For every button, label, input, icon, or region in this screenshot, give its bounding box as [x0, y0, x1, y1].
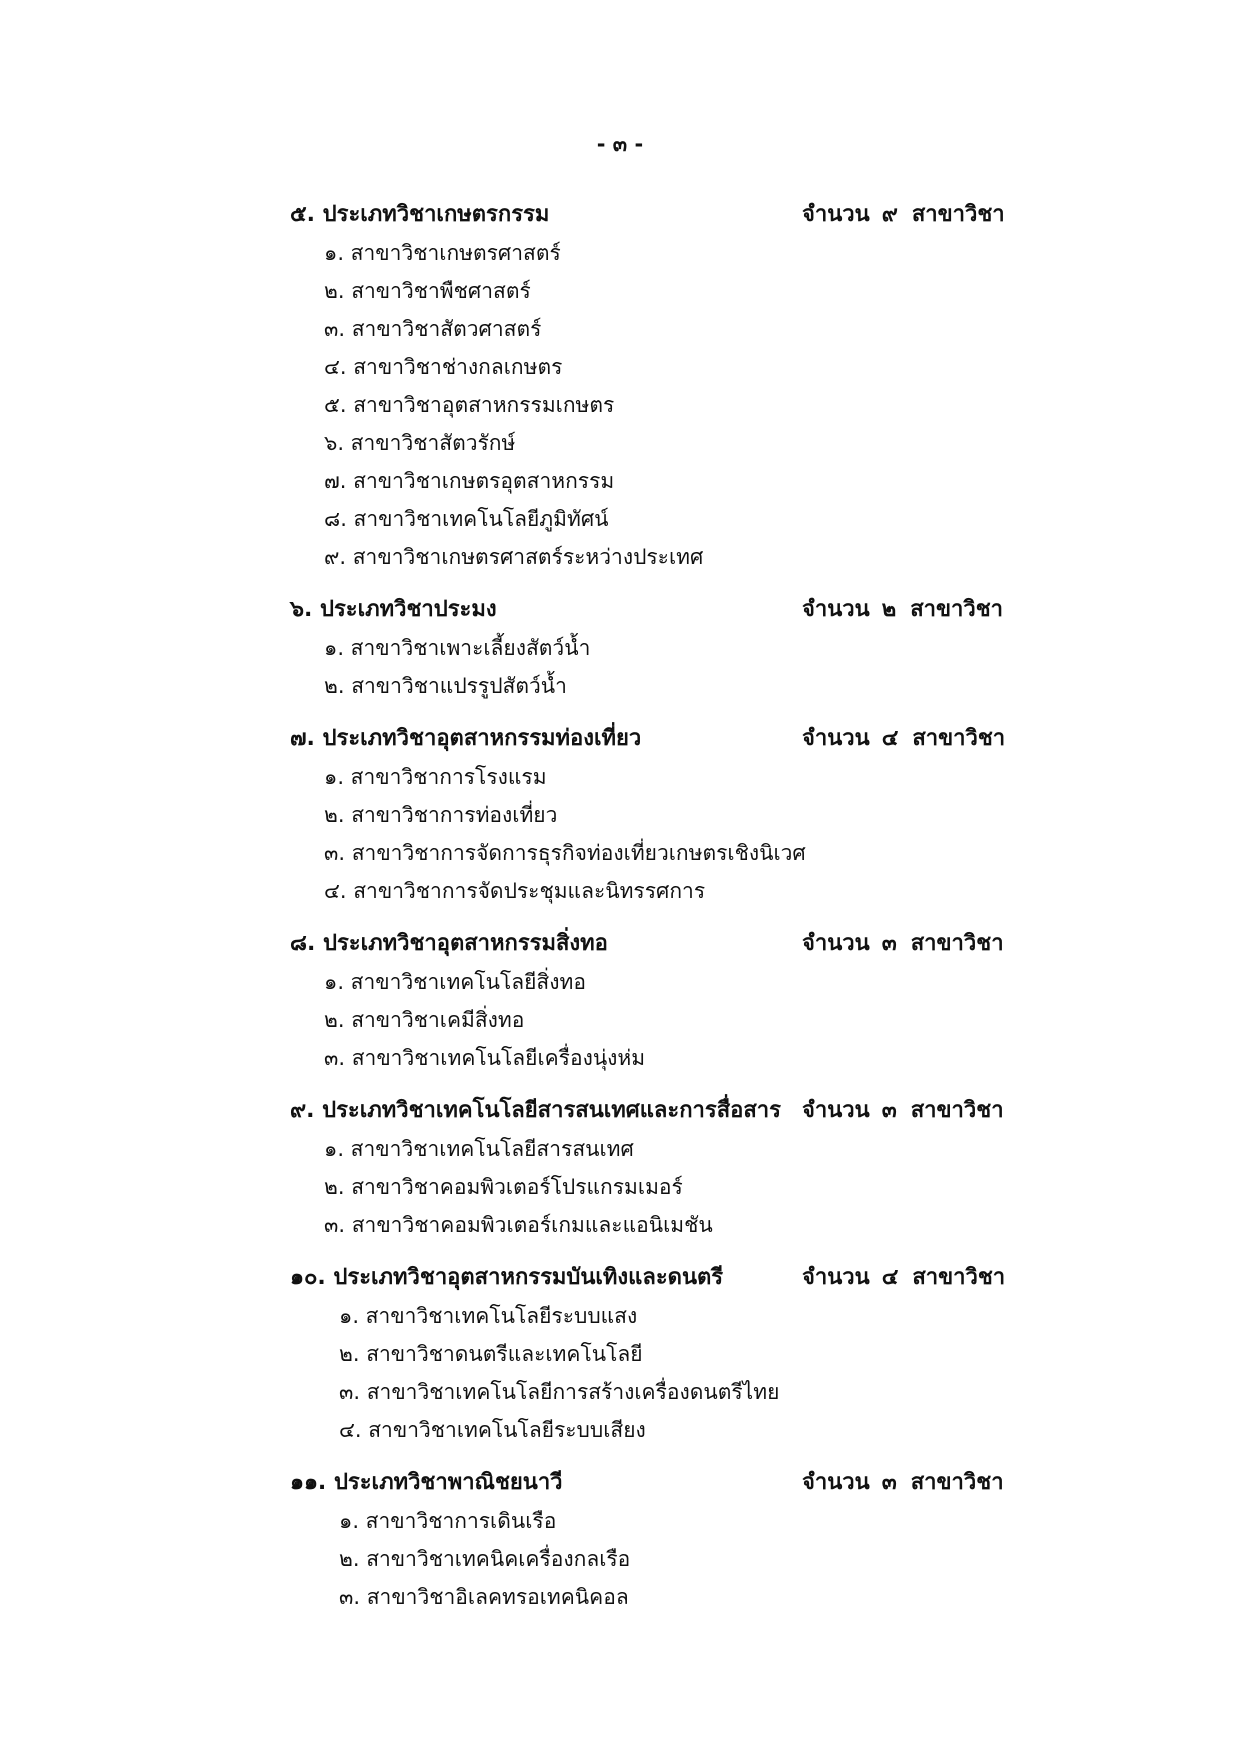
category-count: [802, 1259, 1005, 1297]
count-unit: สาขาวิชา: [910, 931, 1004, 956]
count-number: ๔: [881, 726, 899, 751]
subject-list-item: ๒. สาขาวิชาคอมพิวเตอร์โปรแกรมเมอร์: [324, 1175, 683, 1199]
count-number: ๔: [881, 1265, 899, 1290]
subject-list-item: ๓. สาขาวิชาอิเลคทรอเทคนิคอล: [339, 1585, 629, 1609]
subject-list-item: ๑. สาขาวิชาเพาะเลี้ยงสัตว์น้ำ: [324, 636, 591, 660]
subject-list-item: ๑. สาขาวิชาเกษตรศาสตร์: [324, 241, 561, 265]
category-section: [290, 1092, 1010, 1244]
category-title: ๘. ประเภทวิชาอุตสาหกรรมสิ่งทอ: [290, 931, 608, 956]
category-section: [290, 196, 1010, 576]
category-title: ๗. ประเภทวิชาอุตสาหกรรมท่องเที่ยว: [290, 726, 642, 751]
subject-list-item: ๒. สาขาวิชาพืชศาสตร์: [324, 279, 531, 303]
subject-list-item: ๓. สาขาวิชาเทคโนโลยีเครื่องนุ่งห่ม: [324, 1046, 646, 1070]
subject-list-item: ๓. สาขาวิชาสัตวศาสตร์: [324, 317, 542, 341]
subject-list-item: ๗. สาขาวิชาเกษตรอุตสาหกรรม: [324, 469, 615, 493]
subject-list-item: ๔. สาขาวิชาเทคโนโลยีระบบเสียง: [339, 1418, 646, 1442]
subject-list-item: ๑. สาขาวิชาการเดินเรือ: [339, 1509, 557, 1533]
subject-list-item: ๒. สาขาวิชาแปรรูปสัตว์น้ำ: [324, 674, 567, 698]
count-label: จำนวน: [802, 202, 870, 227]
subject-list-item: ๙. สาขาวิชาเกษตรศาสตร์ระหว่างประเทศ: [324, 545, 704, 569]
subject-list-item: ๖. สาขาวิชาสัตวรักษ์: [324, 431, 516, 455]
count-label: จำนวน: [802, 726, 870, 751]
subject-list-item: ๒. สาขาวิชาการท่องเที่ยว: [324, 803, 558, 827]
subject-list-item: ๓. สาขาวิชาเทคโนโลยีการสร้างเครื่องดนตรีไทย: [339, 1380, 780, 1404]
category-count: [802, 1464, 1004, 1502]
subject-list-item: ๕. สาขาวิชาอุตสาหกรรมเกษตร: [324, 393, 615, 417]
count-label: จำนวน: [802, 1470, 870, 1495]
count-unit: สาขาวิชา: [911, 202, 1005, 227]
subject-list-item: ๑. สาขาวิชาเทคโนโลยีสิ่งทอ: [324, 970, 586, 994]
count-unit: สาขาวิชา: [912, 1265, 1006, 1290]
count-label: จำนวน: [802, 931, 870, 956]
count-label: จำนวน: [802, 1265, 870, 1290]
count-unit: สาขาวิชา: [910, 597, 1004, 622]
count-unit: สาขาวิชา: [910, 1098, 1004, 1123]
count-number: ๓: [881, 1098, 897, 1123]
subject-list-item: ๒. สาขาวิชาเทคนิคเครื่องกลเรือ: [339, 1547, 631, 1571]
category-count: [802, 196, 1005, 234]
category-title: ๖. ประเภทวิชาประมง: [290, 597, 497, 622]
count-number: ๓: [881, 931, 897, 956]
count-label: จำนวน: [802, 1098, 870, 1123]
subject-list-item: ๓. สาขาวิชาการจัดการธุรกิจท่องเที่ยวเกษตรเชิงนิเวศ: [324, 841, 806, 865]
category-section: [290, 591, 1010, 705]
category-header: [290, 720, 1010, 758]
category-section: [290, 720, 1010, 910]
subject-list-item: ๓. สาขาวิชาคอมพิวเตอร์เกมและแอนิเมชัน: [324, 1213, 713, 1237]
category-count: [802, 720, 1005, 758]
category-title: ๑๐. ประเภทวิชาอุตสาหกรรมบันเทิงและดนตรี: [290, 1265, 724, 1290]
subject-list-item: ๑. สาขาวิชาการโรงแรม: [324, 765, 547, 789]
category-section: [290, 925, 1010, 1077]
category-title: ๙. ประเภทวิชาเทคโนโลยีสารสนเทศและการสื่อสาร: [290, 1098, 781, 1123]
count-number: ๙: [881, 202, 898, 227]
subject-list-item: ๘. สาขาวิชาเทคโนโลยีภูมิทัศน์: [324, 507, 609, 531]
category-header: [290, 591, 1010, 629]
subject-list-item: ๒. สาขาวิชาเคมีสิ่งทอ: [324, 1008, 525, 1032]
subject-list-item: ๑. สาขาวิชาเทคโนโลยีระบบแสง: [339, 1304, 638, 1328]
count-label: จำนวน: [802, 597, 870, 622]
page-number: - ๓ -: [596, 132, 644, 156]
subject-list-item: ๑. สาขาวิชาเทคโนโลยีสารสนเทศ: [324, 1137, 634, 1161]
category-title: ๕. ประเภทวิชาเกษตรกรรม: [290, 202, 550, 227]
category-header: [290, 1092, 1010, 1130]
count-unit: สาขาวิชา: [912, 726, 1006, 751]
subject-list-item: ๔. สาขาวิชาการจัดประชุมและนิทรรศการ: [324, 879, 706, 903]
count-unit: สาขาวิชา: [910, 1470, 1004, 1495]
subject-list-item: ๔. สาขาวิชาช่างกลเกษตร: [324, 355, 563, 379]
category-count: [802, 591, 1003, 629]
count-number: ๓: [881, 1470, 897, 1495]
category-header: [290, 196, 1010, 234]
category-title: ๑๑. ประเภทวิชาพาณิชยนาวี: [290, 1470, 563, 1495]
document-body: [290, 196, 1010, 1631]
category-header: [290, 925, 1010, 963]
category-section: [290, 1464, 1010, 1616]
category-count: [802, 1092, 1004, 1130]
category-section: [290, 1259, 1010, 1449]
category-header: [290, 1259, 1010, 1297]
subject-list-item: ๒. สาขาวิชาดนตรีและเทคโนโลยี: [339, 1342, 643, 1366]
category-header: [290, 1464, 1010, 1502]
category-count: [802, 925, 1004, 963]
count-number: ๒: [881, 597, 897, 622]
